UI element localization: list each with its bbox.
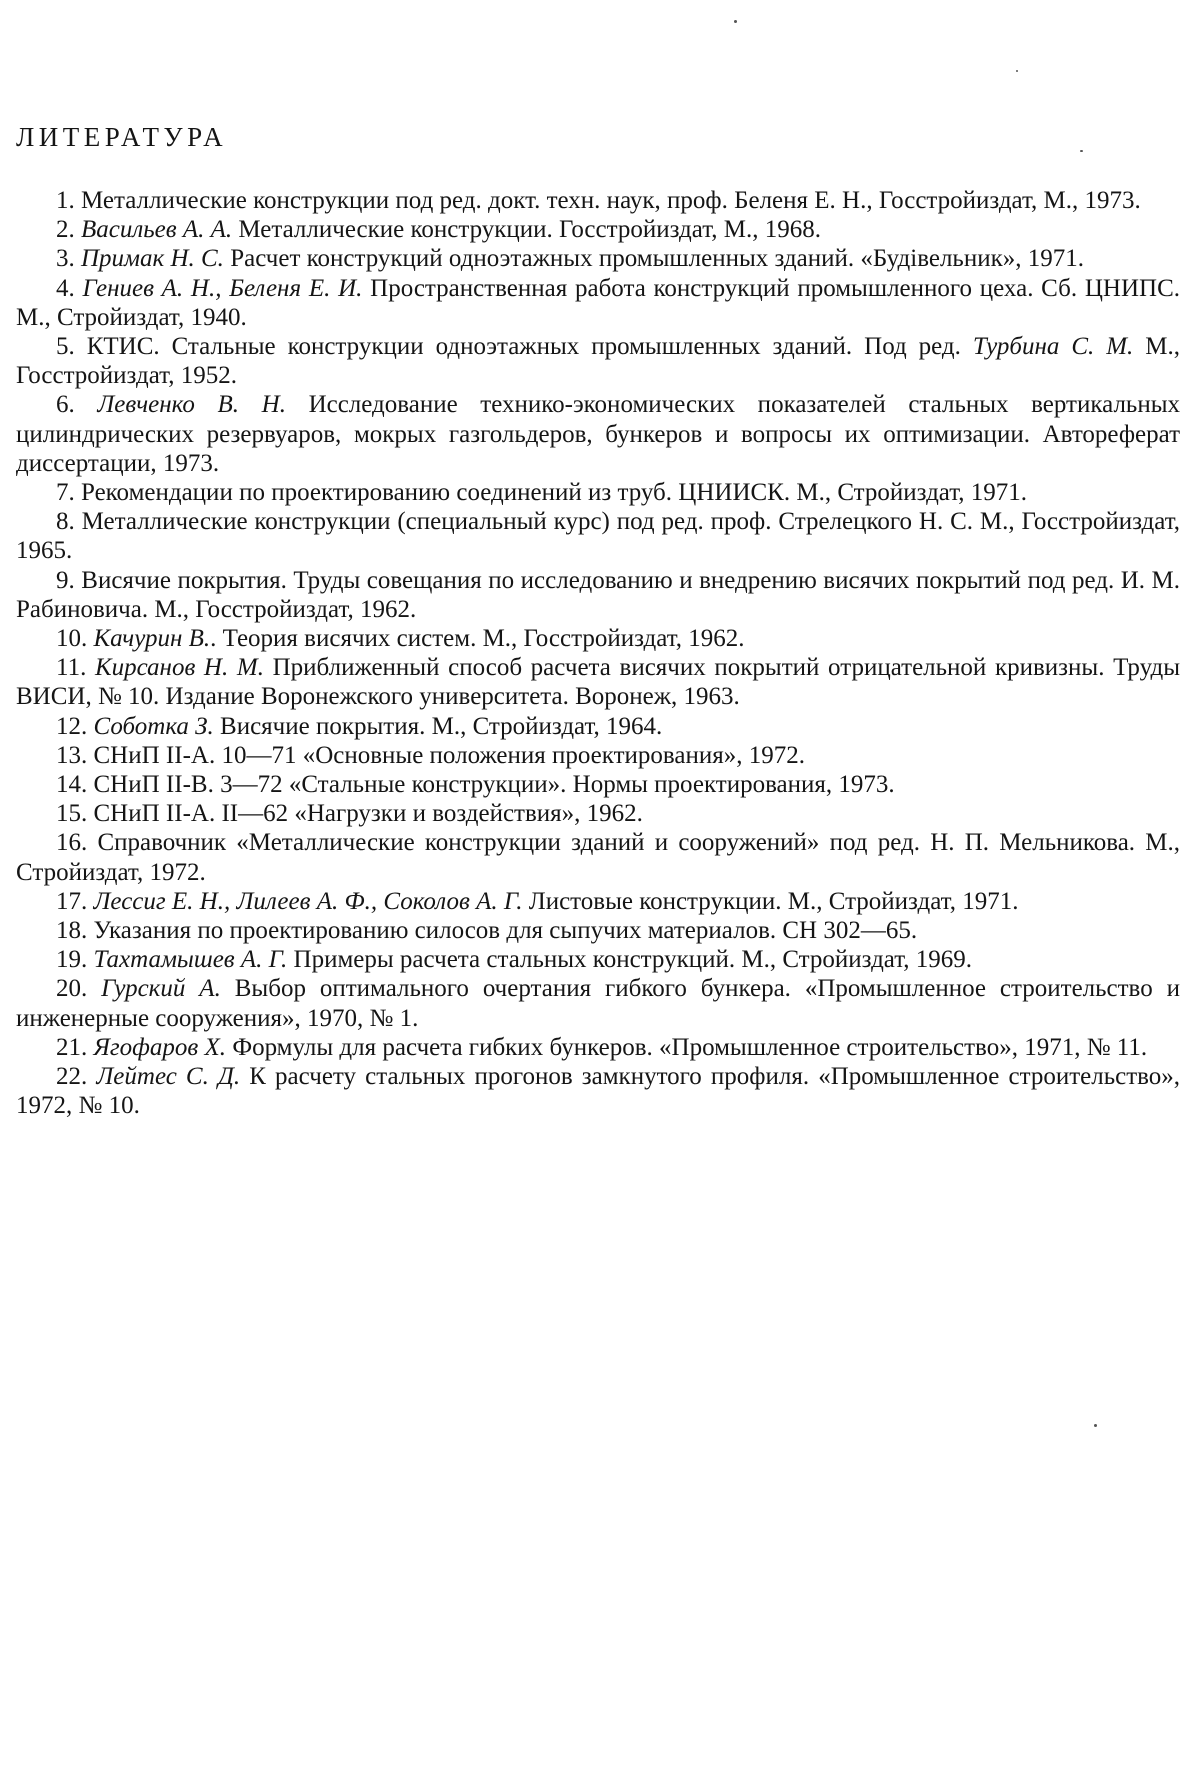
reference-item [16,390,1180,478]
reference-item [16,332,1180,390]
reference-item [16,799,1180,828]
reference-item [16,1062,1180,1120]
reference-text: Пространственная работа конструкций промышленного цеха. Сб. ЦНИПС. М., Стройиздат, 1940. [16,274,1181,331]
reference-number: 16. [56,829,88,857]
reference-item [16,828,1180,886]
reference-author: Гениев А. Н., Беленя Е. И. [82,274,363,302]
reference-number: 5. [56,333,75,361]
reference-item [16,624,1180,653]
reference-editor: Турбина С. М. [972,333,1134,361]
reference-number: 19. [56,946,88,974]
reference-number: 8. [56,508,75,536]
reference-item [16,974,1180,1032]
reference-author: Гурский А. [101,975,221,1003]
reference-item [16,653,1180,711]
scan-speck [734,20,737,23]
reference-item [16,916,1180,945]
reference-text: Висячие покрытия. Труды совещания по исследованию и внедрению висячих покрытий под ред. И. М. Рабиновича. М., Госстройиздат, 1962. [16,566,1180,623]
reference-text: Висячие покрытия. М., Стройиздат, 1964. [220,712,663,740]
reference-number: 13. [56,741,88,769]
reference-text: СНиП II-В. 3—72 «Стальные конструкции». Нормы проектирования, 1973. [93,771,895,799]
reference-author: Лейтес С. Д. [96,1063,241,1091]
reference-text: КТИС. Стальные конструкции одноэтажных промышленных зданий. Под ред. [86,333,973,361]
scan-speck [1016,70,1018,72]
reference-text: Приближенный способ расчета висячих покрытий отрицательной кривизны. Труды ВИСИ, № 10. Издание Воронежского университета. Воронеж, 1963. [16,654,1181,711]
reference-author: Соботка З. [93,712,214,740]
reference-text-tail: М., Госстройиздат, 1952. [16,333,1180,390]
reference-text: Расчет конструкций одноэтажных промышленных зданий. «Будівельник», 1971. [230,245,1084,273]
reference-author: Тахтамышев А. Г. [93,946,288,974]
reference-number: 4. [56,274,75,302]
reference-number: 11. [56,654,87,682]
reference-item [16,770,1180,799]
reference-author: Лессиг Е. Н., Лилеев А. Ф., Соколов А. Г. [93,887,523,915]
reference-number: 6. [56,391,75,419]
reference-item [16,215,1180,244]
reference-text: Металлические конструкции. Госстройиздат, М., 1968. [238,216,821,244]
reference-item [16,186,1180,215]
reference-item [16,1033,1180,1062]
reference-number: 18. [56,917,88,945]
reference-text: СНиП II-А. II—62 «Нагрузки и воздействия», 1962. [93,800,643,828]
reference-text: СНиП II-А. 10—71 «Основные положения проектирования», 1972. [93,741,805,769]
scan-speck [1094,1424,1097,1427]
reference-number: 14. [56,771,88,799]
reference-item [16,712,1180,741]
reference-text: К расчету стальных прогонов замкнутого профиля. «Промышленное строительство», 1972, № 10. [16,1063,1181,1120]
reference-text: Формулы для расчета гибких бункеров. «Промышленное строительство», 1971, № 11. [232,1033,1148,1061]
reference-text: Исследование технико-экономических показателей стальных вертикальных цилиндрических резервуаров, мокрых газгольдеров, бункеров и вопросы их оптимизации. Автореферат диссертации, 1973. [16,391,1180,477]
reference-text: . Теория висячих систем. М., Госстройиздат, 1962. [210,625,745,653]
reference-number: 10. [56,625,88,653]
reference-text: Листовые конструкции. М., Стройиздат, 1971. [528,887,1019,915]
reference-author: Васильев А. А. [81,216,233,244]
reference-number: 20. [56,975,88,1003]
reference-item [16,478,1180,507]
reference-number: 9. [56,566,75,594]
reference-number: 3. [56,245,75,273]
reference-text: Выбор оптимального очертания гибкого бункера. «Промышленное строительство и инженерные сооружения», 1970, № 1. [16,975,1180,1032]
reference-number: 2. [56,216,75,244]
reference-number: 15. [56,800,88,828]
reference-number: 1. [56,187,75,214]
scan-speck [1080,150,1083,152]
reference-number: 22. [56,1063,88,1091]
reference-author: Примак Н. С. [81,245,224,273]
reference-number: 17. [56,887,88,915]
reference-number: 21. [56,1033,88,1061]
reference-item [16,741,1180,770]
reference-item [16,244,1180,273]
reference-item [16,566,1180,624]
reference-item [16,507,1180,565]
reference-text: Металлические конструкции под ред. докт. техн. наук, проф. Беленя Е. Н., Госстройиздат, М., 1973. [81,187,1141,214]
reference-text: Рекомендации по проектированию соединений из труб. ЦНИИСК. М., Стройиздат, 1971. [81,479,1028,507]
reference-number: 12. [56,712,88,740]
reference-number: 7. [56,479,75,507]
reference-author: Ягофаров Х. [93,1033,227,1061]
reference-text: Металлические конструкции (специальный курс) под ред. проф. Стрелецкого Н. С. М., Госстройиздат, 1965. [16,508,1181,565]
reference-item [16,274,1180,332]
reference-item [16,887,1180,916]
page-title: ЛИТЕРАТУРА [16,122,228,152]
reference-item [16,945,1180,974]
reference-text: Справочник «Металлические конструкции зданий и сооружений» под ред. Н. П. Мельникова. М., Стройиздат, 1972. [16,829,1180,886]
reference-author: Левченко В. Н. [97,391,286,419]
reference-author: Качурин В. [93,625,211,653]
reference-author: Кирсанов Н. М. [94,654,264,682]
reference-list [16,186,1180,1121]
reference-text: Примеры расчета стальных конструкций. М., Стройиздат, 1969. [293,946,973,974]
reference-text: Указания по проектированию силосов для сыпучих материалов. СН 302—65. [93,917,918,945]
